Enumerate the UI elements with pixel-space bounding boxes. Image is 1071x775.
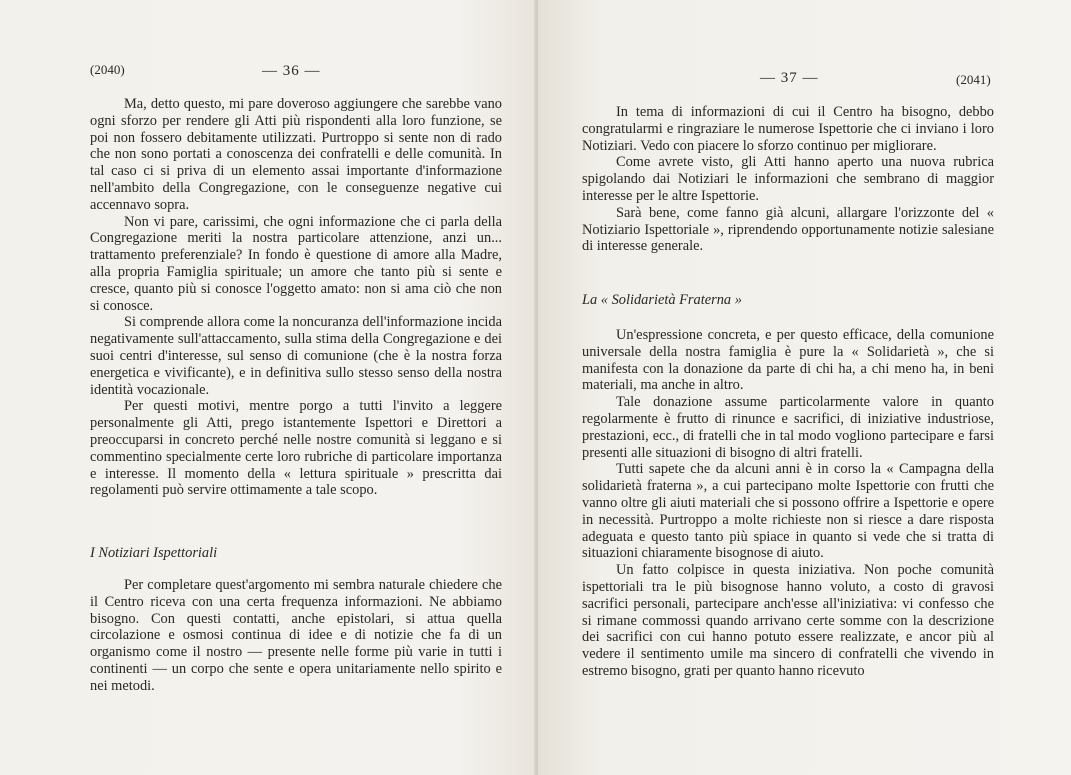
left-page-folio: — 36 —: [262, 63, 321, 79]
left-body-bottom: [90, 577, 502, 695]
section-title-solidarieta: La « Solidarietà Fraterna »: [582, 292, 742, 308]
paragraph: Per questi motivi, mentre porgo a tutti l'invito a leggere personalmente gli Atti, prego istantemente Ispettori e Direttori a preoccuparsi in concreto perché nelle nostre comunità si leggano e si commentino specialmente certe loro rubriche di particolare importanza e interesse. Il momento della « lettura spirituale » prescritta dai regolamenti può servire ottimamente a tale scopo.: [90, 398, 502, 499]
right-body-bottom: [582, 327, 994, 680]
paragraph: Un fatto colpisce in questa iniziativa. Non poche comunità ispettoriali tra le più bisognose hanno voluto, a costo di gravosi sacrifici personali, partecipare anch'esse all'iniziativa: vi confesso che si rimane commossi quando arrivano certe somme con la descrizione dei sacrifici con cui hanno potuto essere realizzate, e ancor più al vedere il sentimento umile ma sincero di confratelli che vivendo in estremo bisogno, grati per quanto hanno ricevuto: [582, 562, 994, 679]
right-page: [538, 0, 1071, 775]
left-body-top: [90, 96, 502, 499]
paragraph: In tema di informazioni di cui il Centro ha bisogno, debbo congratularmi e ringraziare le numerose Ispettorie che ci inviano i loro Notiziari. Vedo con piacere lo sforzo continuo per migliorare.: [582, 104, 994, 154]
paragraph: Non vi pare, carissimi, che ogni informazione che ci parla della Congregazione meriti la nostra particolare attenzione, anzi un... trattamento preferenziale? In fondo è questione di amore alla Madre, alla propria Famiglia spirituale; un amore che tanto più si sente e cresce, quanto più si conosce l'oggetto amato: non si ama ciò che non si conosce.: [90, 213, 502, 314]
paragraph: Si comprende allora come la noncuranza dell'informazione incida negativamente sull'attaccamento, sulla stima della Congregazione e dei suoi centri d'interesse, sul senso di comunione (che è la nostra forza energetica e vivificante), e in definitiva sullo stesso senso della nostra identità vocazionale.: [90, 314, 502, 398]
section-title-notiziari: I Notiziari Ispettoriali: [90, 545, 218, 561]
right-page-folio: — 37 —: [760, 70, 819, 86]
paragraph: Sarà bene, come fanno già alcuni, allargare l'orizzonte del « Notiziario Ispettoriale », riprendendo opportunamente notizie salesiane di interesse generale.: [582, 204, 994, 255]
paragraph: Tale donazione assume particolarmente valore in quanto regolarmente è frutto di rinunce e sacrifici, di iniziative industriose, prestazioni, ecc., di fratelli che in tal modo vogliono partecipare e farsi presenti alle situazioni di bisogno di altri fratelli.: [582, 394, 994, 461]
left-page-code: (2040): [90, 62, 125, 77]
paragraph: Un'espressione concreta, e per questo efficace, della comunione universale della nostra famiglia è pure la « Solidarietà », che si manifesta con la donazione da parte di chi ha, a chi meno ha, in beni materiali, ma anche in altro.: [582, 327, 994, 394]
paragraph: Come avrete visto, gli Atti hanno aperto una nuova rubrica spigolando dai Notiziari le informazioni che sembrano di maggior interesse per le altre Ispettorie.: [582, 154, 994, 204]
paragraph: Ma, detto questo, mi pare doveroso aggiungere che sarebbe vano ogni sforzo per rendere gli Atti più rispondenti alla loro funzione, se poi non fossero debitamente utilizzati. Purtroppo si sente non di rado che non sono portati a conoscenza dei confratelli e delle comunità. In tal caso ci si priva di un elemento assai importante d'informazione nell'ambito della Congregazione, con le conseguenze negative cui accennavo sopra.: [90, 96, 502, 213]
right-page-code: (2041): [956, 72, 991, 87]
paragraph: Per completare quest'argomento mi sembra naturale chiedere che il Centro riceva con una certa frequenza informazioni. Ne abbiamo bisogno. Con questi contatti, anche epistolari, si attua quella circolazione e osmosi continua di idee e di notizie che fa di un organismo come il nostro — presente nelle forme più varie in tutti i continenti — un corpo che sente e opera unitariamente nello spirito e nei metodi.: [90, 577, 502, 694]
right-body-top: [582, 104, 994, 255]
paragraph: Tutti sapete che da alcuni anni è in corso la « Campagna della solidarietà fraterna », a cui partecipano molte Ispettorie con frutti che vanno oltre gli aiuti materiali che si possono offrire a Ispettorie e opere in necessità. Purtroppo a molte richieste non si riesce a dare risposta adeguata e questo tanto più spiace in quanto si vede che si tratta di situazioni chiaramente bisognose di aiuto.: [582, 461, 994, 562]
